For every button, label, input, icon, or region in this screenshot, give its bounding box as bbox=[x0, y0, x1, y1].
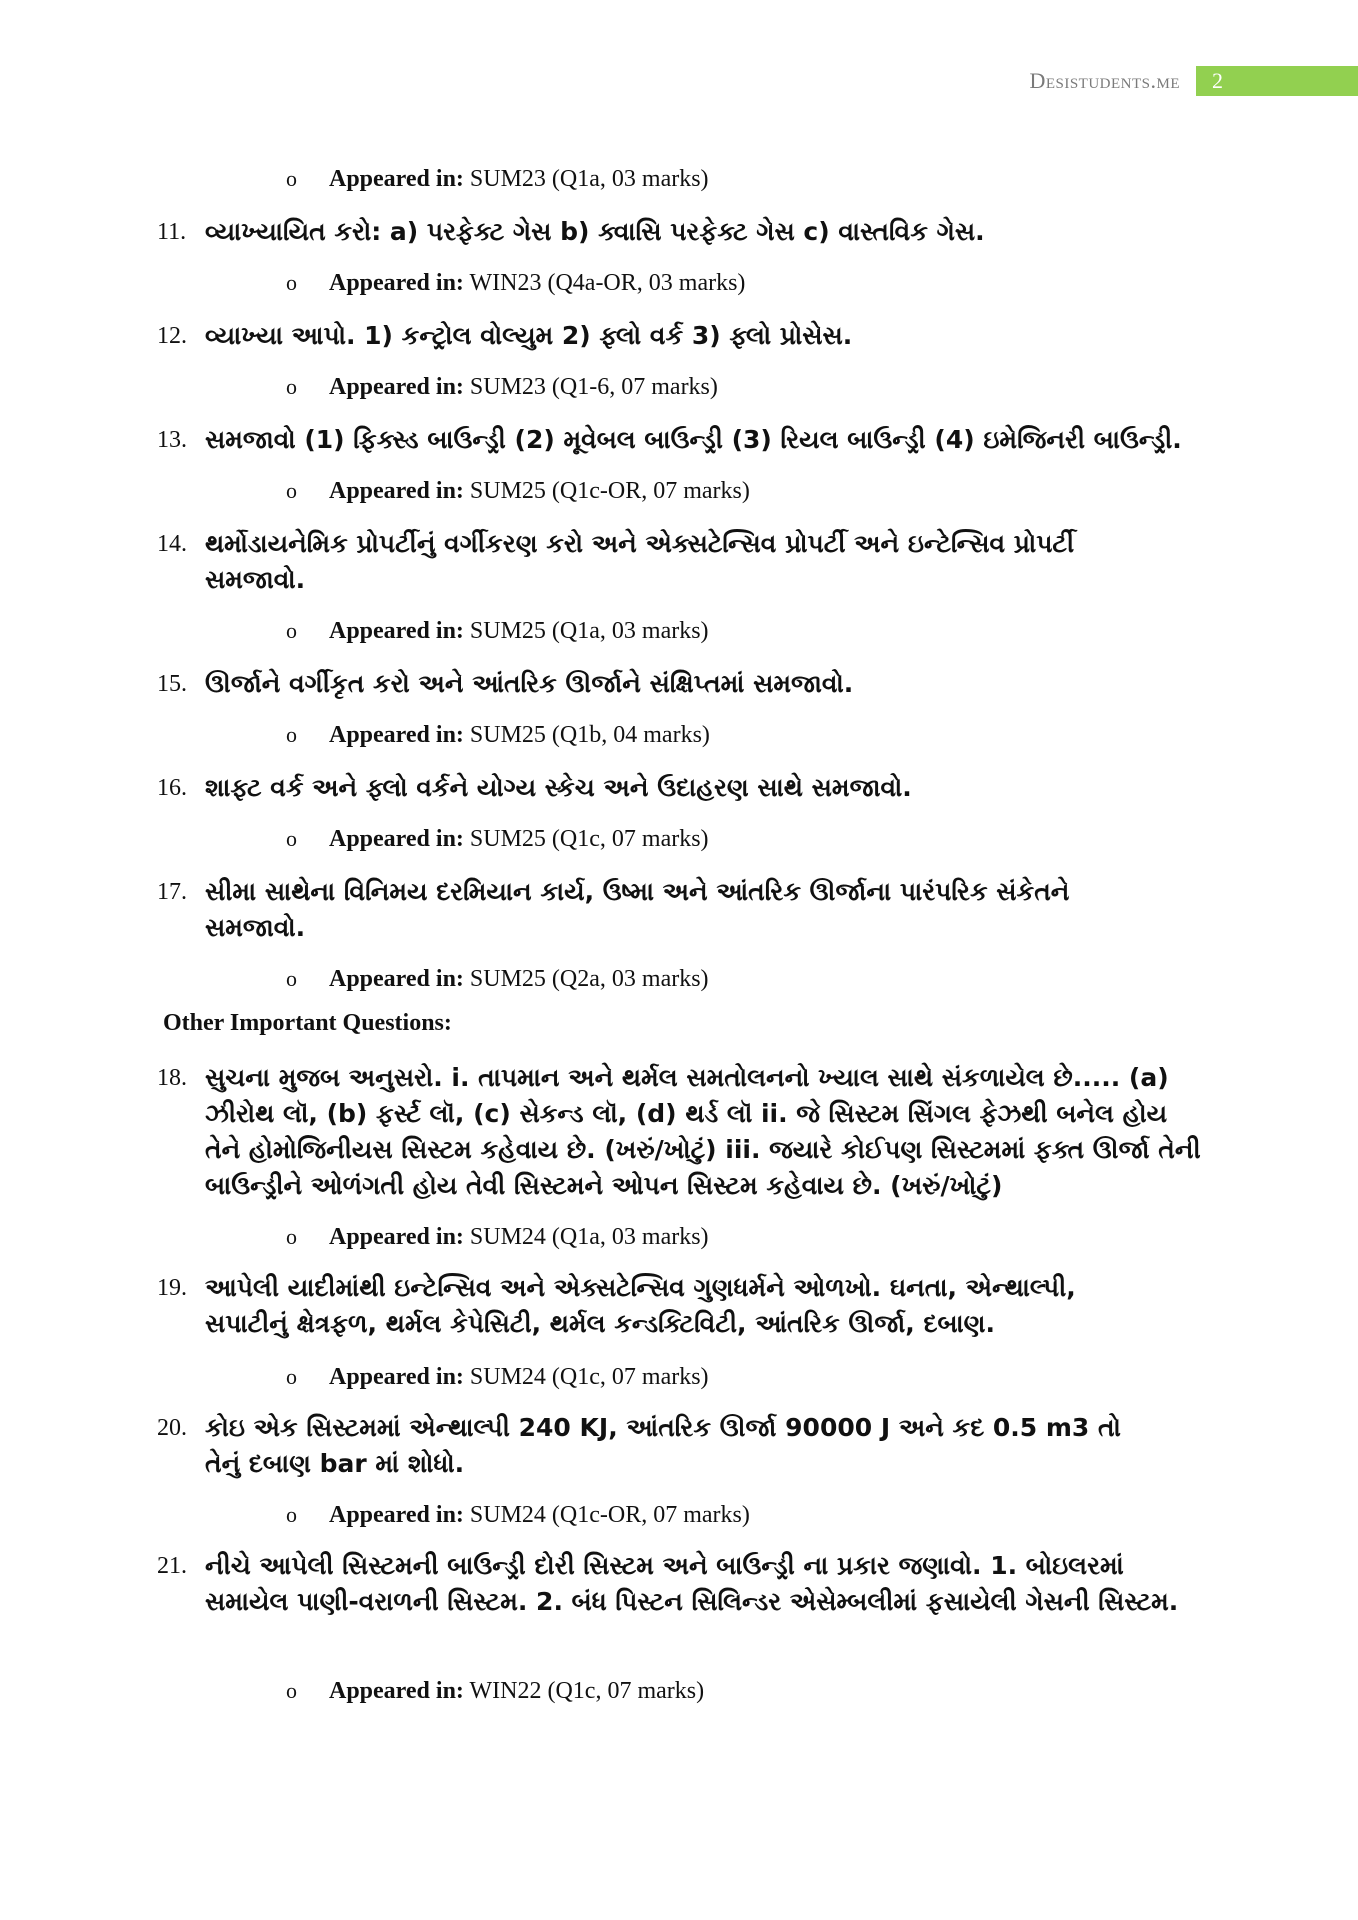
bullet-icon: o bbox=[286, 966, 297, 991]
bullet-icon: o bbox=[286, 270, 297, 295]
appeared-value: SUM24 (Q1a, 03 marks) bbox=[469, 1224, 709, 1250]
question-item bbox=[157, 1548, 1205, 1620]
appeared-value: SUM23 (Q1-6, 07 marks) bbox=[469, 374, 718, 400]
question-text: થર્મોડાયનેમિક પ્રોપર્ટીનું વર્ગીકરણ કરો અને એક્સટેન્સિવ પ્રોપર્ટી અને ઇન્ટેન્સિવ પ્રોપર્ટી સમજાવો. bbox=[205, 529, 1075, 594]
bullet-icon: o bbox=[286, 618, 297, 643]
appeared-line bbox=[287, 268, 745, 298]
appeared-line bbox=[287, 372, 718, 402]
appeared-line bbox=[287, 1676, 704, 1706]
appeared-value: WIN22 (Q1c, 07 marks) bbox=[469, 1678, 705, 1704]
appeared-value: SUM24 (Q1c-OR, 07 marks) bbox=[469, 1502, 750, 1528]
question-number: 15. bbox=[157, 671, 187, 697]
bullet-icon: o bbox=[286, 478, 297, 503]
question-text: વ્યાખ્યા આપો. 1) કન્ટ્રોલ વોલ્યુમ 2) ફ્લો વર્ક 3) ફ્લો પ્રોસેસ. bbox=[205, 321, 853, 350]
appeared-label: Appeared in: bbox=[329, 1502, 464, 1528]
bullet-icon: o bbox=[286, 1678, 297, 1703]
question-text: વ્યાખ્યાયિત કરો: a) પરફેક્ટ ગેસ b) ક્વાસિ પરફેક્ટ ગેસ c) વાસ્તવિક ગેસ. bbox=[205, 217, 985, 246]
question-number: 13. bbox=[157, 427, 187, 453]
appeared-label: Appeared in: bbox=[329, 166, 464, 192]
question-item bbox=[157, 318, 1205, 354]
bullet-icon: o bbox=[286, 166, 297, 191]
appeared-line bbox=[287, 164, 709, 194]
appeared-line bbox=[287, 1222, 709, 1252]
appeared-value: SUM25 (Q2a, 03 marks) bbox=[469, 966, 709, 992]
appeared-label: Appeared in: bbox=[329, 478, 464, 504]
bullet-icon: o bbox=[286, 1502, 297, 1527]
page-header bbox=[1029, 66, 1358, 96]
question-number: 17. bbox=[157, 879, 187, 905]
appeared-label: Appeared in: bbox=[329, 826, 464, 852]
appeared-label: Appeared in: bbox=[329, 618, 464, 644]
question-item bbox=[157, 422, 1215, 458]
question-item bbox=[157, 874, 1125, 946]
question-text: ઊર્જાને વર્ગીકૃત કરો અને આંતરિક ઊર્જાને સંક્ષિપ્તમાં સમજાવો. bbox=[205, 669, 854, 698]
appeared-value: SUM23 (Q1a, 03 marks) bbox=[469, 166, 709, 192]
question-item bbox=[157, 526, 1165, 598]
question-number: 19. bbox=[157, 1275, 187, 1301]
question-item bbox=[157, 1270, 1165, 1342]
appeared-label: Appeared in: bbox=[329, 374, 464, 400]
question-text: કોઇ એક સિસ્ટમમાં એન્થાલ્પી 240 KJ, આંતરિક ઊર્જા 90000 J અને કદ 0.5 m3 તો તેનું દબાણ bar માં શોધો. bbox=[205, 1413, 1121, 1478]
appeared-value: WIN23 (Q4a-OR, 03 marks) bbox=[469, 270, 746, 296]
appeared-value: SUM25 (Q1a, 03 marks) bbox=[469, 618, 709, 644]
question-number: 18. bbox=[157, 1065, 187, 1091]
appeared-label: Appeared in: bbox=[329, 966, 464, 992]
question-number: 21. bbox=[157, 1553, 187, 1579]
bullet-icon: o bbox=[286, 374, 297, 399]
question-item bbox=[157, 1060, 1205, 1204]
appeared-line bbox=[287, 476, 750, 506]
appeared-line bbox=[287, 720, 710, 750]
question-text: સમજાવો (1) ફિક્સ્ડ બાઉન્ડ્રી (2) મૂવેબલ બાઉન્ડ્રી (3) રિયલ બાઉન્ડ્રી (4) ઇમેજિનરી બાઉન્ડ્રી. bbox=[205, 425, 1182, 454]
section-heading: Other Important Questions: bbox=[163, 1010, 452, 1036]
question-item bbox=[157, 770, 1205, 806]
appeared-line bbox=[287, 1500, 750, 1530]
bullet-icon: o bbox=[286, 1224, 297, 1249]
question-text: સીમા સાથેના વિનિમય દરમિયાન કાર્ય, ઉષ્મા અને આંતરિક ઊર્જાના પારંપરિક સંકેતને સમજાવો. bbox=[205, 877, 1070, 942]
site-name: Desistudents.me bbox=[1029, 68, 1180, 93]
question-text: નીચે આપેલી સિસ્ટમની બાઉન્ડ્રી દોરી સિસ્ટમ અને બાઉન્ડ્રી ના પ્રકાર જણાવો. 1. બોઇલરમાં સમાયેલ પાણી-વરાળની સિસ્ટમ. 2. બંધ પિસ્ટન સિલિન્ડર એસેમ્બલીમાં ફસાયેલી ગેસની સિસ્ટમ. bbox=[205, 1551, 1179, 1616]
question-number: 14. bbox=[157, 531, 187, 557]
appeared-value: SUM25 (Q1c, 07 marks) bbox=[469, 826, 709, 852]
question-number: 16. bbox=[157, 775, 187, 801]
appeared-value: SUM25 (Q1c-OR, 07 marks) bbox=[469, 478, 750, 504]
question-number: 12. bbox=[157, 323, 187, 349]
question-text: શાફ્ટ વર્ક અને ફ્લો વર્કને યોગ્ય સ્કેચ અને ઉદાહરણ સાથે સમજાવો. bbox=[205, 773, 912, 802]
question-item bbox=[157, 1410, 1125, 1482]
question-item bbox=[157, 666, 1205, 702]
question-item bbox=[157, 214, 1205, 250]
bullet-icon: o bbox=[286, 1364, 297, 1389]
appeared-label: Appeared in: bbox=[329, 1364, 464, 1390]
question-number: 20. bbox=[157, 1415, 187, 1441]
appeared-value: SUM25 (Q1b, 04 marks) bbox=[469, 722, 710, 748]
appeared-value: SUM24 (Q1c, 07 marks) bbox=[469, 1364, 709, 1390]
question-text: સુચના મુજબ અનુસરો. i. તાપમાન અને થર્મલ સમતોલનનો ખ્યાલ સાથે સંકળાયેલ છે..... (a) ઝીરોથ લૉ, (b) ફર્સ્ટ લૉ, (c) સેકન્ડ લૉ, (d) થર્ડ લૉ ii. જે સિસ્ટમ સિંગલ ફેઝથી બનેલ હોય તેને હોમોજિનીયસ સિસ્ટમ કહેવાય છે. (ખરું/ખોટું) iii. જયારે કોઈપણ સિસ્ટમમાં ફક્ત ઊર્જા તેની બાઉન્ડ્રીને ઓળંગતી હોય તેવી સિસ્ટમને ઓપન સિસ્ટમ કહેવાય છે. (ખરું/ખોટું) bbox=[205, 1063, 1201, 1200]
bullet-icon: o bbox=[286, 722, 297, 747]
question-number: 11. bbox=[157, 219, 187, 245]
appeared-label: Appeared in: bbox=[329, 722, 464, 748]
page-number: 2 bbox=[1196, 66, 1358, 96]
question-text: આપેલી યાદીમાંથી ઇન્ટેન્સિવ અને એક્સટેન્સિવ ગુણધર્મને ઓળખો. ઘનતા, એન્થાલ્પી, સપાટીનું ક્ષેત્રફળ, થર્મલ કેપેસિટી, થર્મલ કન્ડક્ટિવિટી, આંતરિક ઊર્જા, દબાણ. bbox=[205, 1273, 1076, 1338]
appeared-label: Appeared in: bbox=[329, 1678, 464, 1704]
bullet-icon: o bbox=[286, 826, 297, 851]
appeared-label: Appeared in: bbox=[329, 1224, 464, 1250]
appeared-label: Appeared in: bbox=[329, 270, 464, 296]
appeared-line bbox=[287, 964, 709, 994]
appeared-line bbox=[287, 824, 709, 854]
appeared-line bbox=[287, 1362, 709, 1392]
appeared-line bbox=[287, 616, 709, 646]
